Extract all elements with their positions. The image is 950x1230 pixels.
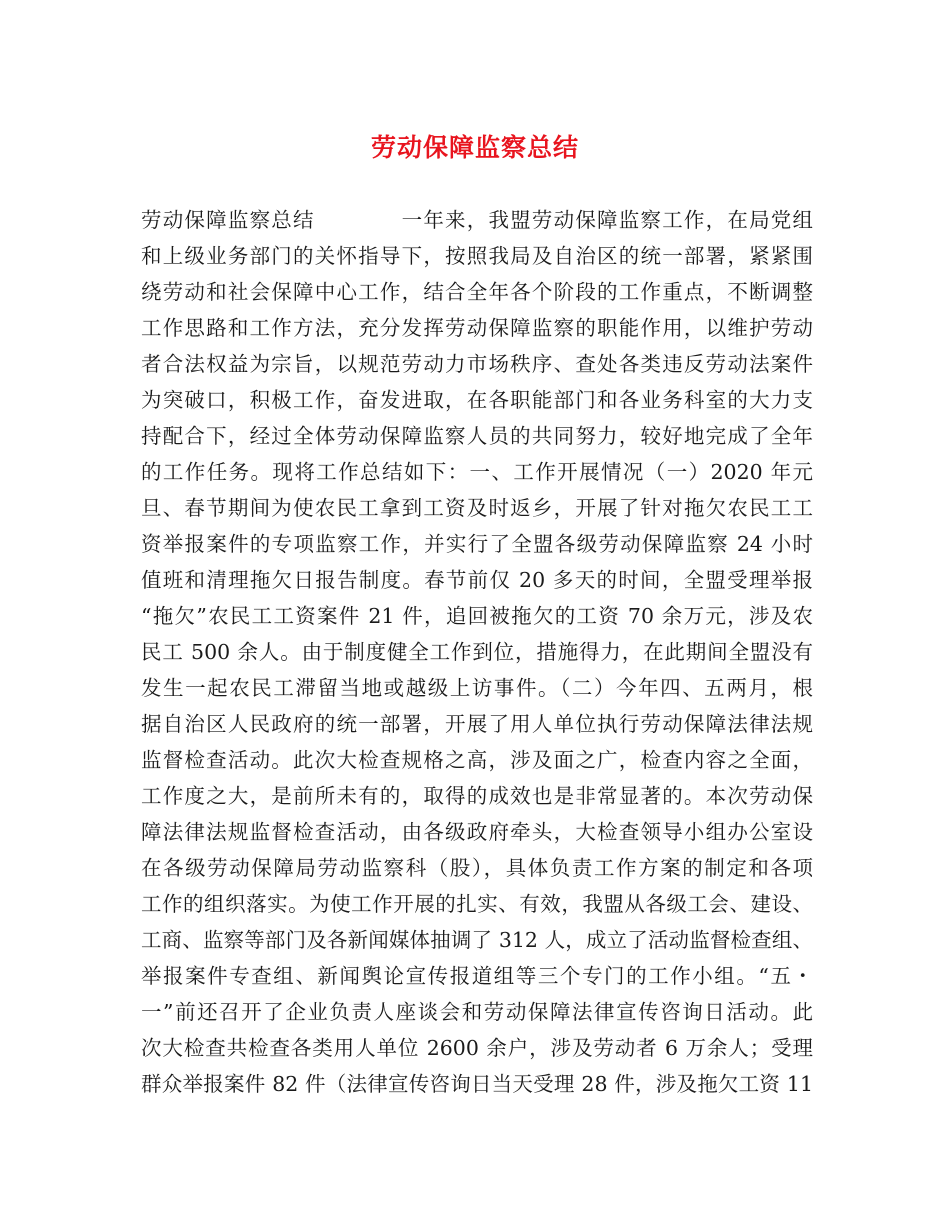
body-line: 工作度之大，是前所未有的，取得的成效也是非常显著的。本次劳动保 [141,784,813,808]
body-line: 值班和清理拖欠日报告制度。春节前仅 20 多天的时间，全盟受理举报 [141,568,813,592]
body-line: 监督检查活动。此次大检查规格之高，涉及面之广，检查内容之全面， [141,748,813,772]
body-line: 群众举报案件 82 件（法律宣传咨询日当天受理 28 件，涉及拖欠工资 11 [141,1072,813,1096]
body-line: 工作思路和工作方法，充分发挥劳动保障监察的职能作用，以维护劳动 [141,316,813,340]
body-line: 工商、监察等部门及各新闻媒体抽调了 312 人，成立了活动监督检查组、 [141,928,813,952]
body-line: 障法律法规监督检查活动，由各级政府牵头，大检查领导小组办公室设 [141,820,813,844]
body-line: 据自治区人民政府的统一部署，开展了用人单位执行劳动保障法律法规 [141,712,813,736]
body-line: 为突破口，积极工作，奋发进取，在各职能部门和各业务科室的大力支 [141,388,813,412]
body-line: 一”前还召开了企业负责人座谈会和劳动保障法律宣传咨询日活动。此 [141,1000,813,1024]
body-line: “拖欠”农民工工资案件 21 件，追回被拖欠的工资 70 余万元，涉及农 [141,604,813,628]
body-line: 在各级劳动保障局劳动监察科（股），具体负责工作方案的制定和各项 [141,856,813,880]
body-line: 工作的组织落实。为使工作开展的扎实、有效，我盟从各级工会、建设、 [141,892,813,916]
body-line: 的工作任务。现将工作总结如下：一、工作开展情况（一）2020 年元 [141,460,813,484]
body-line: 资举报案件的专项监察工作，并实行了全盟各级劳动保障监察 24 小时 [141,532,813,556]
body-line: 次大检查共检查各类用人单位 2600 余户，涉及劳动者 6 万余人；受理 [141,1036,813,1060]
body-line: 发生一起农民工滞留当地或越级上访事件。（二）今年四、五两月，根 [141,676,813,700]
body-line: 和上级业务部门的关怀指导下，按照我局及自治区的统一部署，紧紧围 [141,244,813,268]
body-line: 举报案件专查组、新闻舆论宣传报道组等三个专门的工作小组。“五・ [141,964,813,988]
body-line: 民工 500 余人。由于制度健全工作到位，措施得力，在此期间全盟没有 [141,640,813,664]
document-title: 劳动保障监察总结 [370,133,579,162]
body-line: 持配合下，经过全体劳动保障监察人员的共同努力，较好地完成了全年 [141,424,813,448]
body-line: 劳动保障监察总结 一年来，我盟劳动保障监察工作，在局党组 [141,208,813,232]
document-body [141,202,813,1102]
body-line: 旦、春节期间为使农民工拿到工资及时返乡，开展了针对拖欠农民工工 [141,496,813,520]
body-line: 绕劳动和社会保障中心工作，结合全年各个阶段的工作重点，不断调整 [141,280,813,304]
body-line: 者合法权益为宗旨，以规范劳动力市场秩序、查处各类违反劳动法案件 [141,352,813,376]
